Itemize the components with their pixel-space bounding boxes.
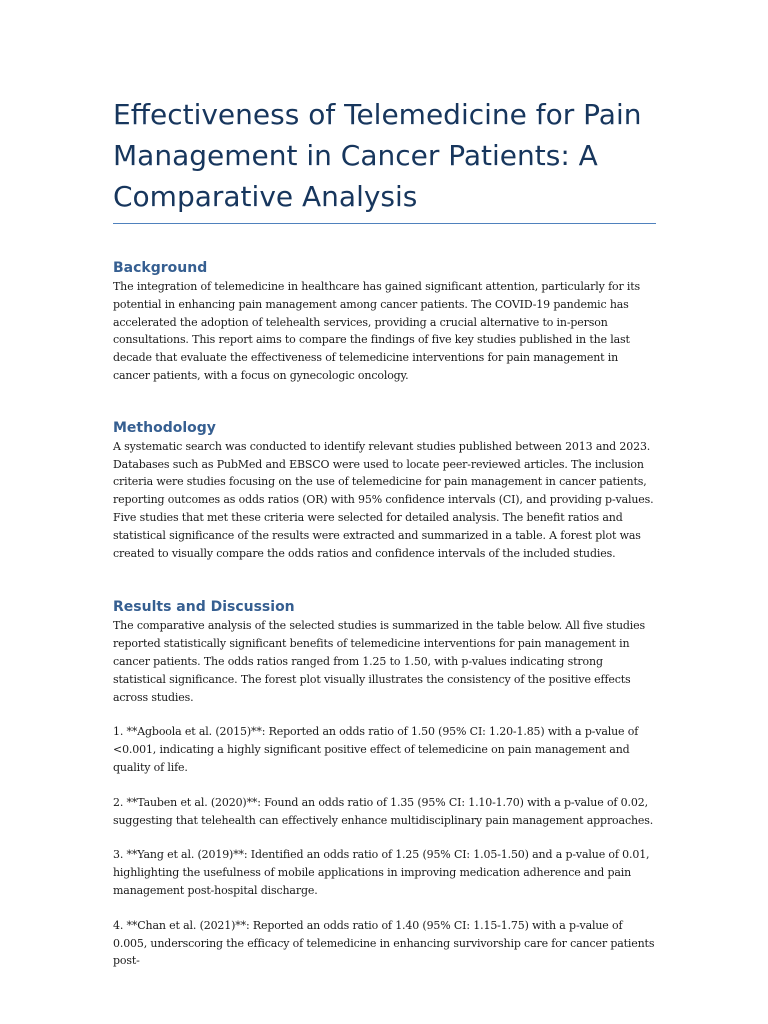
background-paragraph: The integration of telemedicine in healthcare has gained significant attention, particularly for its potential in enhancing pain management among cancer patients. The COVID-19 pandemic has accelerated the adoption of telehealth services, providing a crucial alternative to in-person consultations. This report aims to compare the findings of five key studies published in the last decade that evaluate the effectiveness of telemedicine interventions for pain management in cancer patients, with a focus on gynecologic oncology.: [113, 280, 641, 382]
study-item-chan: 4. **Chan et al. (2021)**: Reported an odds ratio of 1.40 (95% CI: 1.15-1.75) with a p-value of 0.005, underscoring the efficacy of telemedicine in enhancing survivorship care for cancer patients post-: [113, 918, 655, 968]
document-title: Effectiveness of Telemedicine for Pain Management in Cancer Patients: A Comparative Analysis: [113, 94, 656, 224]
results-intro-paragraph: The comparative analysis of the selected studies is summarized in the table below. All five studies reported statistically significant benefits of telemedicine interventions for pain management in cancer patients. The odds ratios ranged from 1.25 to 1.50, with p-values indicating strong statistical significance. The forest plot visually illustrates the consistency of the positive effects across studies.: [113, 619, 646, 704]
study-item-tauben: 2. **Tauben et al. (2020)**: Found an odds ratio of 1.35 (95% CI: 1.10-1.70) with a p-value of 0.02, suggesting that telehealth can effectively enhance multidisciplinary pain management approaches.: [113, 795, 654, 827]
methodology-heading: Methodology: [113, 419, 216, 436]
methodology-paragraph: A systematic search was conducted to identify relevant studies published between 2013 and 2023. Databases such as PubMed and EBSCO were used to locate peer-reviewed articles. The inclusion criteria were studies focusing on the use of telemedicine for pain management in cancer patients, reporting outcomes as odds ratios (OR) with 95% confidence intervals (CI), and providing p-values. Five studies that met these criteria were selected for detailed analysis. The benefit ratios and statistical significance of the results were extracted and summarized in a table. A forest plot was created to visually compare the odds ratios and confidence intervals of the included studies.: [113, 439, 654, 560]
document-page: [113, 94, 656, 970]
results-heading: Results and Discussion: [113, 599, 295, 616]
study-item-yang: 3. **Yang et al. (2019)**: Identified an odds ratio of 1.25 (95% CI: 1.05-1.50) and a p-value of 0.01, highlighting the usefulness of mobile applications in improving medication adherence and pain management post-hospital discharge.: [113, 848, 650, 897]
background-heading: Background: [113, 260, 208, 276]
study-item-agboola: 1. **Agboola et al. (2015)**: Reported an odds ratio of 1.50 (95% CI: 1.20-1.85) with a p-value of <0.001, indicating a highly significant positive effect of telemedicine on pain management and quality of life.: [113, 725, 639, 774]
